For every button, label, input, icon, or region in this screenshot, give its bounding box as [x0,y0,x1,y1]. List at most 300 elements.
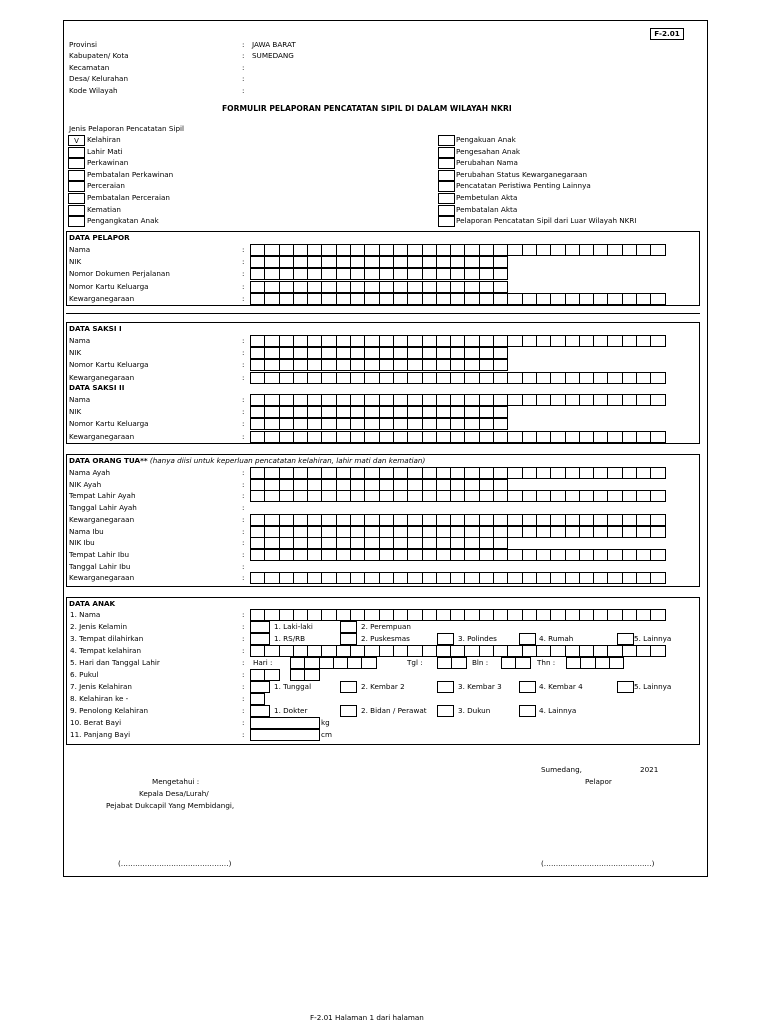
input-cell[interactable] [565,645,580,657]
input-cell[interactable] [407,418,422,430]
input-cell[interactable] [622,394,637,406]
cell-row[interactable] [290,657,376,669]
input-cell[interactable] [336,431,351,443]
input-cell[interactable] [379,467,394,479]
input-cell[interactable] [364,467,379,479]
input-cell[interactable] [290,669,305,681]
input-cell[interactable] [479,609,494,621]
option-box[interactable] [519,633,536,645]
input-cell[interactable] [350,431,365,443]
input-cell[interactable] [436,256,451,268]
input-cell[interactable] [407,572,422,584]
input-cell[interactable] [550,372,565,384]
input-cell[interactable] [593,572,608,584]
input-cell[interactable] [464,418,479,430]
input-cell[interactable] [579,645,594,657]
input-cell[interactable] [379,256,394,268]
input-cell[interactable] [437,657,452,669]
cell-row[interactable] [250,693,264,705]
input-cell[interactable] [307,609,322,621]
jenis-checkbox[interactable] [68,205,85,216]
input-cell[interactable] [522,549,537,561]
input-cell[interactable] [607,609,622,621]
input-cell[interactable] [550,645,565,657]
input-cell[interactable] [436,467,451,479]
input-cell[interactable] [522,244,537,256]
input-cell[interactable] [493,418,508,430]
input-cell[interactable] [565,572,580,584]
input-cell[interactable] [407,347,422,359]
input-cell[interactable] [364,514,379,526]
input-cell[interactable] [279,514,294,526]
input-cell[interactable] [593,609,608,621]
input-cell[interactable] [450,572,465,584]
input-cell[interactable] [393,359,408,371]
input-cell[interactable] [279,479,294,491]
input-cell[interactable] [307,537,322,549]
input-cell[interactable] [593,467,608,479]
input-cell[interactable] [607,372,622,384]
input-cell[interactable] [464,609,479,621]
input-cell[interactable] [393,347,408,359]
input-cell[interactable] [250,268,265,280]
input-cell[interactable] [321,268,336,280]
input-cell[interactable] [636,645,651,657]
input-cell[interactable] [550,394,565,406]
input-cell[interactable] [522,526,537,538]
input-cell[interactable] [565,394,580,406]
input-cell[interactable] [464,335,479,347]
cell-row[interactable] [250,572,665,584]
input-cell[interactable] [279,526,294,538]
input-cell[interactable] [593,549,608,561]
input-cell[interactable] [379,394,394,406]
cell-row[interactable] [250,347,507,359]
input-cell[interactable] [579,549,594,561]
input-cell[interactable] [607,244,622,256]
input-cell[interactable] [593,335,608,347]
input-cell[interactable] [407,293,422,305]
input-cell[interactable] [307,418,322,430]
input-cell[interactable] [650,572,665,584]
input-cell[interactable] [364,293,379,305]
input-cell[interactable] [293,372,308,384]
cell-row[interactable] [250,467,665,479]
input-cell[interactable] [450,549,465,561]
input-cell[interactable] [364,645,379,657]
cell-row[interactable] [250,293,665,305]
input-cell[interactable] [536,244,551,256]
input-cell[interactable] [264,537,279,549]
input-cell[interactable] [250,537,265,549]
input-cell[interactable] [407,335,422,347]
input-cell[interactable] [393,335,408,347]
input-cell[interactable] [436,549,451,561]
input-cell[interactable] [393,479,408,491]
input-cell[interactable] [364,526,379,538]
input-cell[interactable] [364,431,379,443]
input-cell[interactable] [350,406,365,418]
input-cell[interactable] [636,549,651,561]
input-cell[interactable] [279,347,294,359]
input-cell[interactable] [350,514,365,526]
input-cell[interactable] [379,526,394,538]
input-cell[interactable] [479,479,494,491]
jenis-checkbox[interactable] [68,216,85,227]
input-cell[interactable] [507,609,522,621]
input-cell[interactable] [350,467,365,479]
input-cell[interactable] [422,359,437,371]
input-cell[interactable] [264,645,279,657]
input-cell[interactable] [450,526,465,538]
option-box[interactable] [617,633,634,645]
input-cell[interactable] [622,467,637,479]
input-cell[interactable] [307,335,322,347]
input-cell[interactable] [279,335,294,347]
input-cell[interactable] [336,514,351,526]
input-cell[interactable] [464,490,479,502]
input-cell[interactable] [250,514,265,526]
input-cell[interactable] [436,335,451,347]
input-cell[interactable] [307,244,322,256]
input-cell[interactable] [464,549,479,561]
input-cell[interactable] [479,537,494,549]
input-cell[interactable] [407,406,422,418]
input-cell[interactable] [507,431,522,443]
input-cell[interactable] [493,572,508,584]
input-cell[interactable] [422,514,437,526]
input-cell[interactable] [250,645,265,657]
input-cell[interactable] [379,537,394,549]
input-cell[interactable] [422,406,437,418]
input-cell[interactable] [565,467,580,479]
input-cell[interactable] [436,281,451,293]
input-cell[interactable] [636,572,651,584]
input-cell[interactable] [264,372,279,384]
input-cell[interactable] [364,418,379,430]
input-cell[interactable] [407,244,422,256]
input-cell[interactable] [579,514,594,526]
input-cell[interactable] [379,479,394,491]
input-cell[interactable] [493,359,508,371]
input-cell[interactable] [436,526,451,538]
input-cell[interactable] [507,514,522,526]
input-cell[interactable] [450,479,465,491]
input-cell[interactable] [522,514,537,526]
input-cell[interactable] [293,347,308,359]
input-cell[interactable] [565,293,580,305]
input-cell[interactable] [250,609,265,621]
input-cell[interactable] [336,394,351,406]
input-cell[interactable] [607,514,622,526]
input-cell[interactable] [493,514,508,526]
input-cell[interactable] [264,347,279,359]
input-cell[interactable] [279,372,294,384]
input-cell[interactable] [264,394,279,406]
input-cell[interactable] [479,467,494,479]
option-box[interactable] [437,705,454,717]
input-cell[interactable] [264,526,279,538]
input-cell[interactable] [379,645,394,657]
input-cell[interactable] [350,572,365,584]
jenis-checkbox[interactable] [438,147,455,158]
input-cell[interactable] [436,268,451,280]
input-cell[interactable] [636,526,651,538]
input-cell[interactable] [522,293,537,305]
input-cell[interactable] [321,645,336,657]
input-cell[interactable] [507,293,522,305]
input-cell[interactable] [264,268,279,280]
input-cell[interactable] [622,372,637,384]
input-cell[interactable] [407,549,422,561]
input-cell[interactable] [493,293,508,305]
input-cell[interactable] [293,572,308,584]
input-cell[interactable] [550,335,565,347]
input-cell[interactable] [307,431,322,443]
input-cell[interactable] [350,281,365,293]
input-cell[interactable] [336,281,351,293]
input-cell[interactable] [279,537,294,549]
input-cell[interactable] [393,281,408,293]
input-cell[interactable] [321,572,336,584]
input-cell[interactable] [264,418,279,430]
input-cell[interactable] [507,490,522,502]
input-cell[interactable] [379,431,394,443]
input-cell[interactable] [250,372,265,384]
input-cell[interactable] [293,394,308,406]
input-cell[interactable] [364,372,379,384]
input-cell[interactable] [507,549,522,561]
input-cell[interactable] [307,359,322,371]
input-cell[interactable] [293,281,308,293]
input-cell[interactable] [407,645,422,657]
input-cell[interactable] [250,572,265,584]
cell-row[interactable] [250,268,507,280]
input-cell[interactable] [579,372,594,384]
input-cell[interactable] [622,609,637,621]
input-cell[interactable] [479,244,494,256]
input-cell[interactable] [321,406,336,418]
input-cell[interactable] [493,394,508,406]
input-cell[interactable] [336,406,351,418]
input-cell[interactable] [622,431,637,443]
input-cell[interactable] [493,431,508,443]
input-cell[interactable] [364,347,379,359]
input-cell[interactable] [464,431,479,443]
input-cell[interactable] [464,372,479,384]
input-cell[interactable] [622,549,637,561]
input-cell[interactable] [436,431,451,443]
input-cell[interactable] [333,657,348,669]
option-box[interactable] [340,681,357,693]
input-cell[interactable] [364,537,379,549]
input-cell[interactable] [307,372,322,384]
input-cell[interactable] [493,526,508,538]
input-cell[interactable] [264,467,279,479]
input-cell[interactable] [407,609,422,621]
input-cell[interactable] [515,657,530,669]
input-cell[interactable] [550,467,565,479]
input-cell[interactable] [650,609,665,621]
input-cell[interactable] [493,244,508,256]
cell-row[interactable] [250,244,665,256]
input-cell[interactable] [493,335,508,347]
input-cell[interactable] [364,335,379,347]
input-cell[interactable] [536,490,551,502]
input-cell[interactable] [422,609,437,621]
input-cell[interactable] [393,609,408,621]
option-box[interactable] [250,633,270,645]
cell-row[interactable] [250,335,665,347]
input-cell[interactable] [350,347,365,359]
input-cell[interactable] [522,645,537,657]
input-cell[interactable] [350,537,365,549]
input-cell[interactable] [593,526,608,538]
input-cell[interactable] [593,645,608,657]
input-cell[interactable] [622,293,637,305]
input-cell[interactable] [293,609,308,621]
input-cell[interactable] [450,268,465,280]
input-cell[interactable] [493,256,508,268]
input-cell[interactable] [450,244,465,256]
input-cell[interactable] [293,537,308,549]
option-box[interactable] [519,681,536,693]
input-cell[interactable] [550,431,565,443]
input-cell[interactable] [607,431,622,443]
input-cell[interactable] [293,549,308,561]
input-cell[interactable] [536,645,551,657]
input-cell[interactable] [522,490,537,502]
input-cell[interactable] [293,256,308,268]
input-cell[interactable] [264,293,279,305]
input-cell[interactable] [450,431,465,443]
input-cell[interactable] [522,431,537,443]
input-cell[interactable] [293,268,308,280]
input-cell[interactable] [379,418,394,430]
input-cell[interactable] [393,645,408,657]
input-cell[interactable] [393,418,408,430]
jenis-checkbox[interactable] [438,193,455,204]
input-cell[interactable] [321,467,336,479]
input-cell[interactable] [279,256,294,268]
input-cell[interactable] [350,335,365,347]
input-cell[interactable] [422,526,437,538]
input-cell[interactable] [522,572,537,584]
input-cell[interactable] [321,537,336,549]
input-cell[interactable] [364,406,379,418]
input-cell[interactable] [350,526,365,538]
cell-row[interactable] [250,645,665,657]
input-cell[interactable] [464,347,479,359]
jenis-checkbox[interactable] [68,193,85,204]
input-cell[interactable] [550,526,565,538]
input-cell[interactable] [650,372,665,384]
input-cell[interactable] [393,394,408,406]
input-cell[interactable] [407,268,422,280]
input-cell[interactable] [607,572,622,584]
input-cell[interactable] [422,281,437,293]
cell-row[interactable] [250,418,507,430]
input-cell[interactable] [393,244,408,256]
input-cell[interactable] [636,609,651,621]
input-cell[interactable] [350,549,365,561]
input-cell[interactable] [565,526,580,538]
input-cell[interactable] [350,609,365,621]
input-cell[interactable] [250,293,265,305]
input-cell[interactable] [650,549,665,561]
input-cell[interactable] [493,645,508,657]
input-cell[interactable] [364,394,379,406]
input-cell[interactable] [650,394,665,406]
option-box[interactable] [519,705,536,717]
berat-box[interactable] [250,717,320,729]
input-cell[interactable] [522,467,537,479]
input-cell[interactable] [464,479,479,491]
input-cell[interactable] [451,657,466,669]
input-cell[interactable] [350,479,365,491]
input-cell[interactable] [250,549,265,561]
input-cell[interactable] [607,467,622,479]
input-cell[interactable] [436,514,451,526]
input-cell[interactable] [450,256,465,268]
input-cell[interactable] [264,572,279,584]
input-cell[interactable] [364,479,379,491]
input-cell[interactable] [479,645,494,657]
input-cell[interactable] [250,359,265,371]
cell-row[interactable] [250,490,665,502]
input-cell[interactable] [650,244,665,256]
input-cell[interactable] [307,293,322,305]
input-cell[interactable] [422,431,437,443]
input-cell[interactable] [436,490,451,502]
input-cell[interactable] [436,359,451,371]
input-cell[interactable] [379,293,394,305]
input-cell[interactable] [279,572,294,584]
input-cell[interactable] [336,526,351,538]
input-cell[interactable] [393,514,408,526]
input-cell[interactable] [607,335,622,347]
input-cell[interactable] [636,335,651,347]
cell-row[interactable] [501,657,530,669]
input-cell[interactable] [536,526,551,538]
input-cell[interactable] [436,372,451,384]
input-cell[interactable] [336,467,351,479]
input-cell[interactable] [293,514,308,526]
input-cell[interactable] [436,406,451,418]
input-cell[interactable] [336,537,351,549]
input-cell[interactable] [264,256,279,268]
input-cell[interactable] [393,431,408,443]
input-cell[interactable] [536,467,551,479]
input-cell[interactable] [307,526,322,538]
input-cell[interactable] [264,609,279,621]
input-cell[interactable] [264,549,279,561]
input-cell[interactable] [607,549,622,561]
input-cell[interactable] [579,335,594,347]
input-cell[interactable] [593,431,608,443]
input-cell[interactable] [336,347,351,359]
option-box[interactable] [340,633,357,645]
input-cell[interactable] [422,537,437,549]
input-cell[interactable] [279,645,294,657]
input-cell[interactable] [493,490,508,502]
input-cell[interactable] [422,293,437,305]
input-cell[interactable] [422,549,437,561]
input-cell[interactable] [609,657,624,669]
input-cell[interactable] [464,467,479,479]
input-cell[interactable] [450,514,465,526]
input-cell[interactable] [636,467,651,479]
